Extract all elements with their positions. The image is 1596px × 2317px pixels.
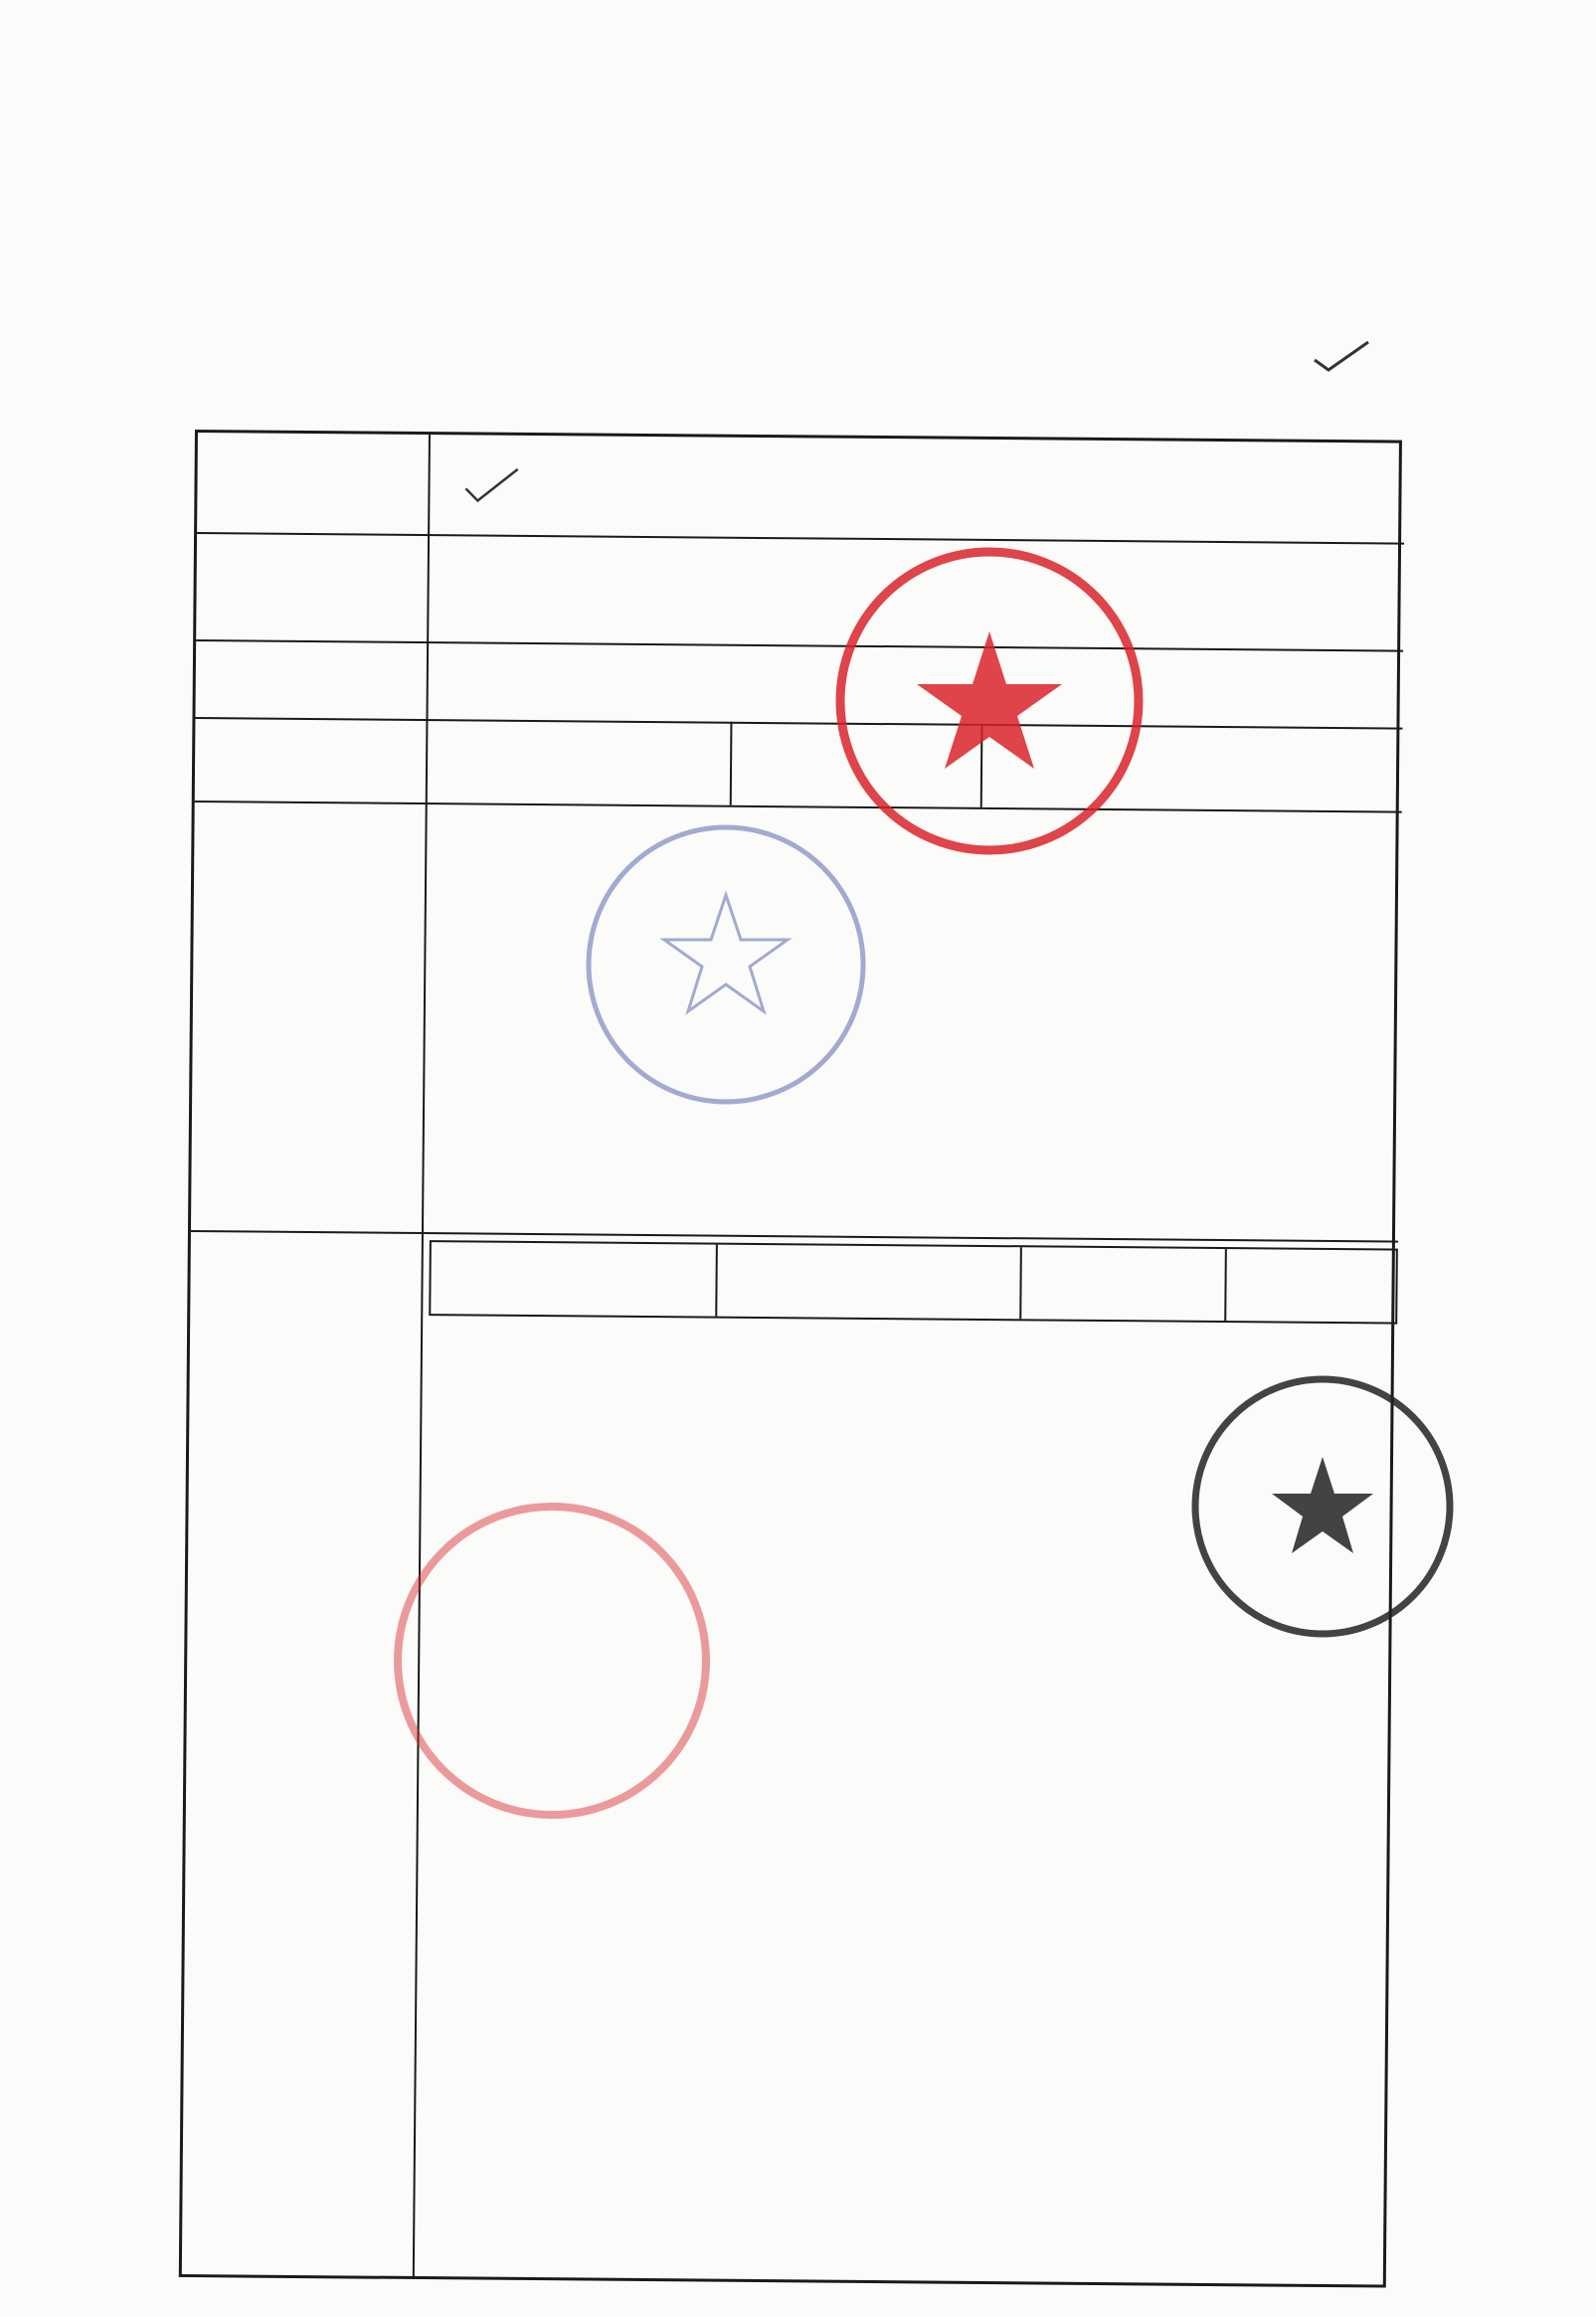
check-mark-icon [463, 464, 519, 504]
company-value [428, 435, 1403, 543]
legal-rep-value [426, 719, 731, 805]
header-cell [1226, 1249, 1396, 1322]
scope-label [191, 801, 426, 1232]
table-header [429, 1240, 1398, 1324]
legal-rep-label [195, 717, 427, 802]
record-form [179, 430, 1402, 2288]
red-bottom-seal [383, 1492, 721, 1830]
check-mark-icon [1313, 338, 1372, 374]
products-label-text [247, 1754, 356, 1755]
header-cell [431, 1242, 718, 1317]
black-company-seal [1183, 1367, 1462, 1646]
site-label [195, 639, 427, 719]
company-label [197, 433, 429, 534]
header-cell [717, 1245, 1022, 1320]
blue-approval-seal [577, 815, 875, 1114]
products-table [430, 1240, 1398, 1248]
header-cell [1021, 1247, 1227, 1321]
address-label [196, 532, 428, 641]
